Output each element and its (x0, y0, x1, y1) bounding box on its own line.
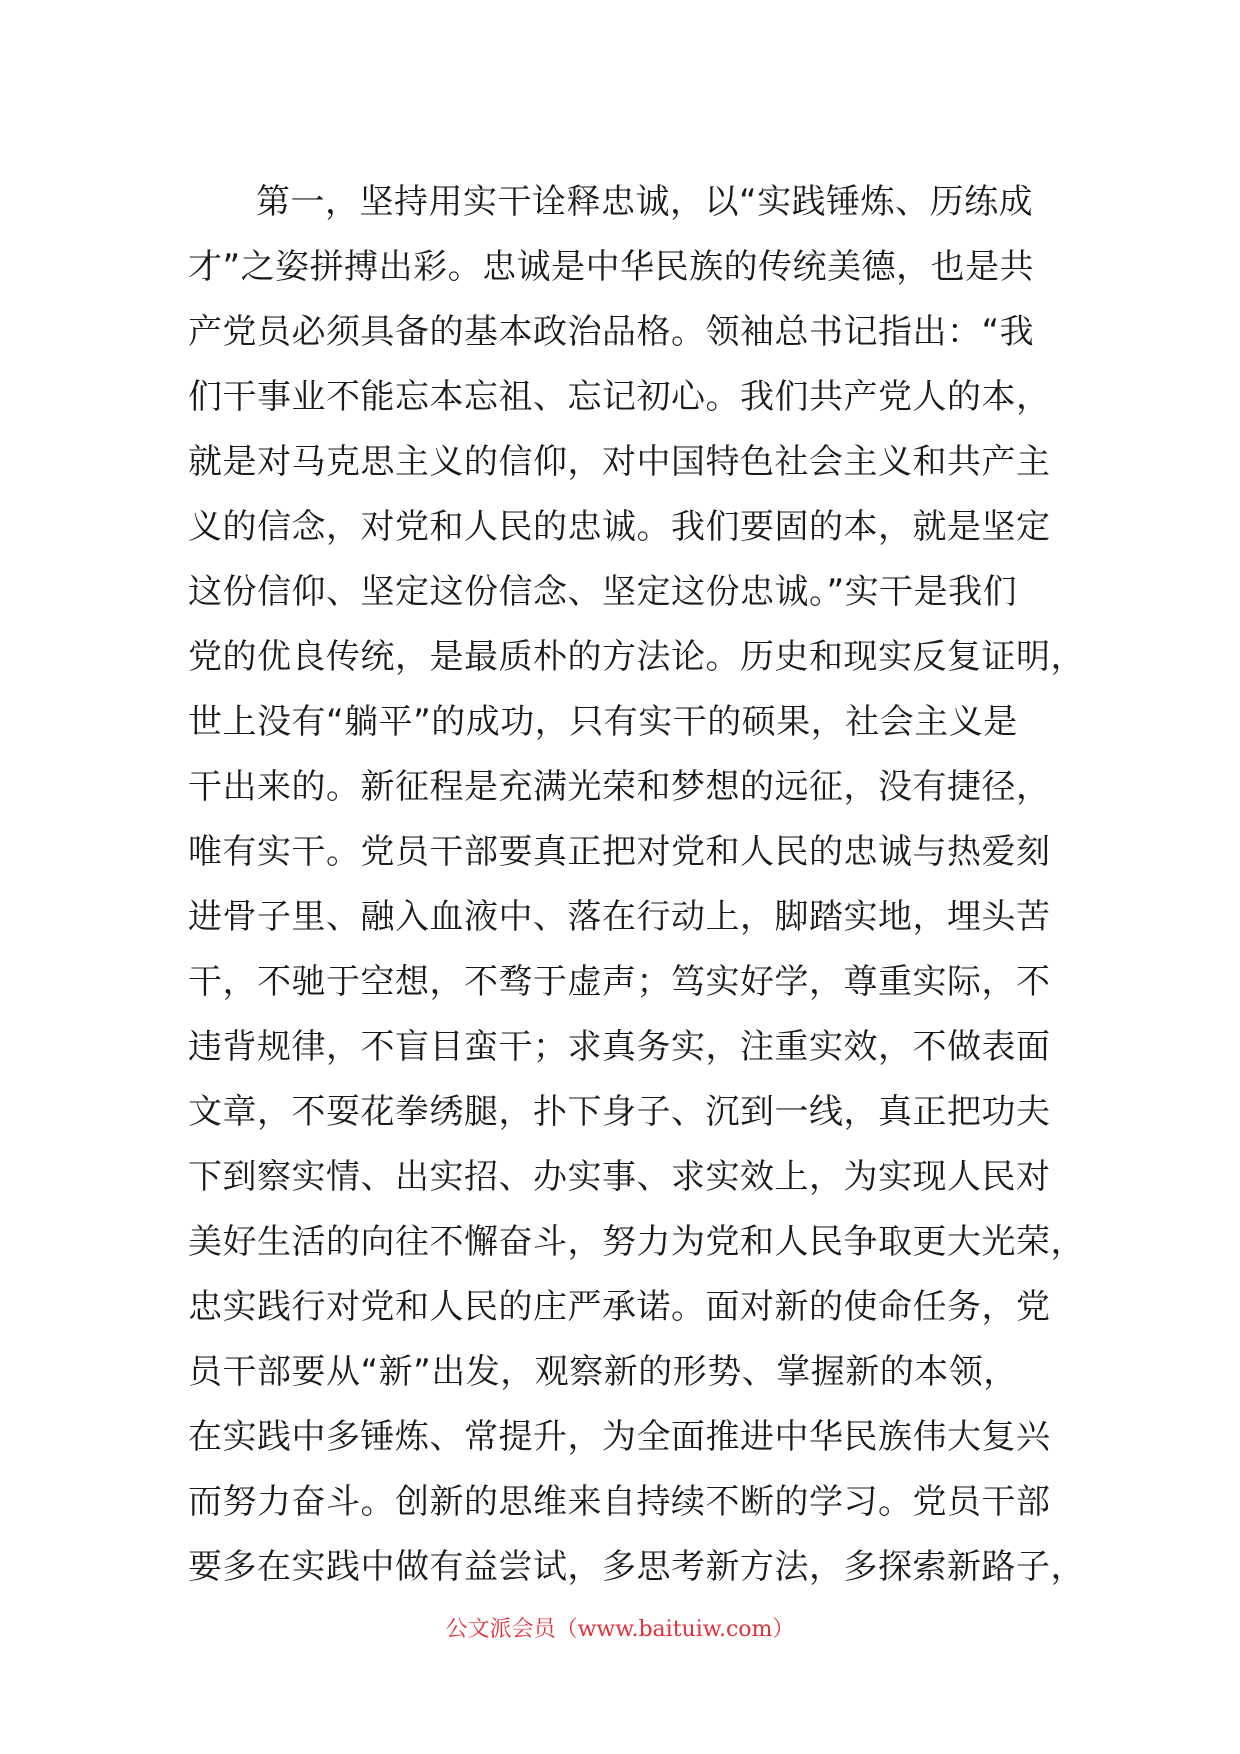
text-line: 美好生活的向往不懈奋斗，努力为党和人民争取更大光荣， (188, 1222, 1085, 1262)
text-line: 就是对马克思主义的信仰，对中国特色社会主义和共产主 (188, 442, 1051, 482)
text-line: 世上没有“躺平”的成功，只有实干的硕果，社会主义是 (188, 702, 1018, 742)
text-line: 违背规律，不盲目蛮干；求真务实，注重实效，不做表面 (188, 1027, 1051, 1067)
text-line: 在实践中多锤炼、常提升，为全面推进中华民族伟大复兴 (188, 1417, 1051, 1457)
text-line: 干，不驰于空想，不骛于虚声；笃实好学，尊重实际，不 (188, 962, 1051, 1002)
text-line: 唯有实干。党员干部要真正把对党和人民的忠诚与热爱刻 (188, 832, 1051, 872)
body-paragraph (188, 170, 1085, 1600)
text-line: 下到察实情、出实招、办实事、求实效上，为实现人民对 (188, 1157, 1051, 1197)
text-line: 员干部要从“新”出发，观察新的形势、掌握新的本领， (188, 1352, 1018, 1392)
text-line: 义的信念，对党和人民的忠诚。我们要固的本，就是坚定 (188, 507, 1051, 547)
text-line: 文章，不耍花拳绣腿，扑下身子、沉到一线，真正把功夫 (188, 1092, 1051, 1132)
text-line: 要多在实践中做有益尝试，多思考新方法，多探索新路子， (188, 1547, 1085, 1587)
footer-watermark: 公文派会员（www.baituiw.com） (445, 1617, 795, 1642)
text-line: 进骨子里、融入血液中、落在行动上，脚踏实地，埋头苦 (188, 897, 1051, 937)
text-line: 而努力奋斗。创新的思维来自持续不断的学习。党员干部 (188, 1482, 1051, 1522)
text-line: 产党员必须具备的基本政治品格。领袖总书记指出：“我 (188, 312, 1035, 352)
text-line: 忠实践行对党和人民的庄严承诺。面对新的使命任务，党 (188, 1287, 1051, 1327)
text-line: 才”之姿拼搏出彩。忠诚是中华民族的传统美德，也是共 (188, 247, 1035, 287)
text-line: 们干事业不能忘本忘祖、忘记初心。我们共产党人的本， (188, 377, 1051, 417)
text-line: 党的优良传统，是最质朴的方法论。历史和现实反复证明， (188, 637, 1085, 677)
text-line: 干出来的。新征程是充满光荣和梦想的远征，没有捷径， (188, 767, 1051, 807)
text-line: 第一，坚持用实干诠释忠诚，以“实践锤炼、历练成 (256, 182, 1034, 222)
text-line: 这份信仰、坚定这份信念、坚定这份忠诚。”实干是我们 (188, 572, 1018, 612)
